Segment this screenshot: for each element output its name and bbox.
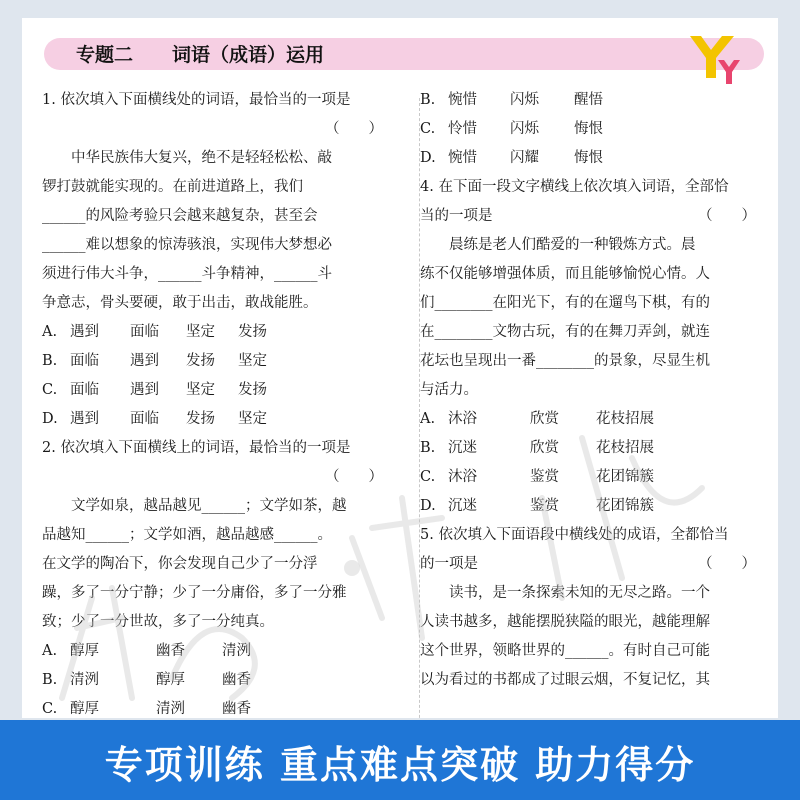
q4-stem: 4. 在下面一段文字横线上依次填入词语，全部恰: [420, 179, 729, 195]
q4-option-d: D. 沉迷 鉴赏 花团锦簇: [420, 498, 654, 514]
q4-option-c: C. 沐浴 鉴赏 花团锦簇: [420, 469, 654, 485]
q2-stem: 2. 依次填入下面横线上的词语，最恰当的一项是: [42, 440, 351, 456]
q2-passage-line: 致；少了一分世故，多了一分纯真。: [42, 614, 274, 630]
q5-passage-line: 读书，是一条探索未知的无尽之路。一个: [420, 585, 710, 601]
q5-passage-line: 这个世界，领略世界的______。有时自己可能: [420, 643, 710, 659]
q4-passage-line: 练不仅能够增强体质，而且能够愉悦心情。人: [420, 266, 710, 282]
q2-option-a: A. 醇厚 幽香 清洌: [42, 643, 251, 659]
q4-option-b: B. 沉迷 欣赏 花枝招展: [420, 440, 654, 456]
promo-banner: [0, 720, 800, 800]
q1-passage-line: 锣打鼓就能实现的。在前进道路上，我们: [42, 179, 303, 195]
q4-passage-line: 晨练是老人们酷爱的一种锻炼方式。晨: [420, 237, 696, 253]
q1-option-c: C. 面临 遇到 坚定 发扬: [42, 382, 267, 398]
q5-stem-cont: 的一项是 （ ）: [420, 550, 760, 579]
q4-passage-line: 与活力。: [420, 382, 478, 398]
q2-passage-line: 在文学的陶冶下，你会发现自己少了一分浮: [42, 556, 318, 572]
q1-answer-paren: （ ）: [325, 121, 383, 137]
section-title: 词语（成语）运用: [172, 44, 325, 66]
watermark-decoration: [22, 378, 778, 718]
q2-passage-line: 品越知______；文学如酒，越品越感______。: [42, 527, 332, 543]
q1-passage-line: ______难以想象的惊涛骇浪，实现伟大梦想必: [42, 237, 332, 253]
q4-passage-line: 们________在阳光下，有的在遛鸟下棋，有的: [420, 295, 710, 311]
q3-option-d: D. 惋惜 闪耀 悔恨: [420, 150, 603, 166]
q1-passage-line: 争意志，骨头要硬，敢于出击，敢战能胜。: [42, 295, 318, 311]
section-number: 专题二: [76, 44, 134, 66]
q1-passage-line: 中华民族伟大复兴，绝不是轻轻松松、敲: [42, 150, 332, 166]
q1-stem: 1. 依次填入下面横线处的词语，最恰当的一项是: [42, 92, 351, 108]
brand-logo-icon: [684, 30, 744, 86]
q1-option-a: A. 遇到 面临 坚定 发扬: [42, 324, 267, 340]
q3-option-b: B. 惋惜 闪烁 醒悟: [420, 92, 603, 108]
section-header: [44, 38, 764, 70]
q2-option-b: B. 清洌 醇厚 幽香: [42, 672, 251, 688]
q1-passage-line: ______的风险考验只会越来越复杂，甚至会: [42, 208, 318, 224]
q1-option-b: B. 面临 遇到 发扬 坚定: [42, 353, 267, 369]
q4-answer-paren: （ ）: [698, 208, 756, 224]
q2-answer-paren: （ ）: [325, 469, 383, 485]
q1-passage-line: 须进行伟大斗争，______斗争精神，______斗: [42, 266, 332, 282]
q2-option-c: C. 醇厚 清洌 幽香: [42, 701, 251, 717]
q5-stem: 5. 依次填入下面语段中横线处的成语，全都恰当: [420, 527, 729, 543]
q4-passage-line: 在________文物古玩，有的在舞刀弄剑，就连: [420, 324, 710, 340]
q3-option-c: C. 怜惜 闪烁 悔恨: [420, 121, 603, 137]
promo-banner-text: 专项训练 重点难点突破 助力得分: [104, 743, 696, 787]
worksheet-page: [22, 18, 778, 718]
q2-passage-line: 文学如泉，越品越见______；文学如茶，越: [42, 498, 347, 514]
q4-passage-line: 花坛也呈现出一番________的景象，尽显生机: [420, 353, 710, 369]
q4-stem-cont: 当的一项是 （ ）: [420, 202, 760, 231]
q5-passage-line: 人读书越多，越能摆脱狭隘的眼光，越能理解: [420, 614, 710, 630]
q5-passage-line: 以为看过的书都成了过眼云烟，不复记忆，其: [420, 672, 710, 688]
q1-option-d: D. 遇到 面临 发扬 坚定: [42, 411, 267, 427]
q2-passage-line: 躁，多了一分宁静；少了一分庸俗，多了一分雅: [42, 585, 347, 601]
q5-answer-paren: （ ）: [698, 556, 756, 572]
q4-option-a: A. 沐浴 欣赏 花枝招展: [420, 411, 654, 427]
